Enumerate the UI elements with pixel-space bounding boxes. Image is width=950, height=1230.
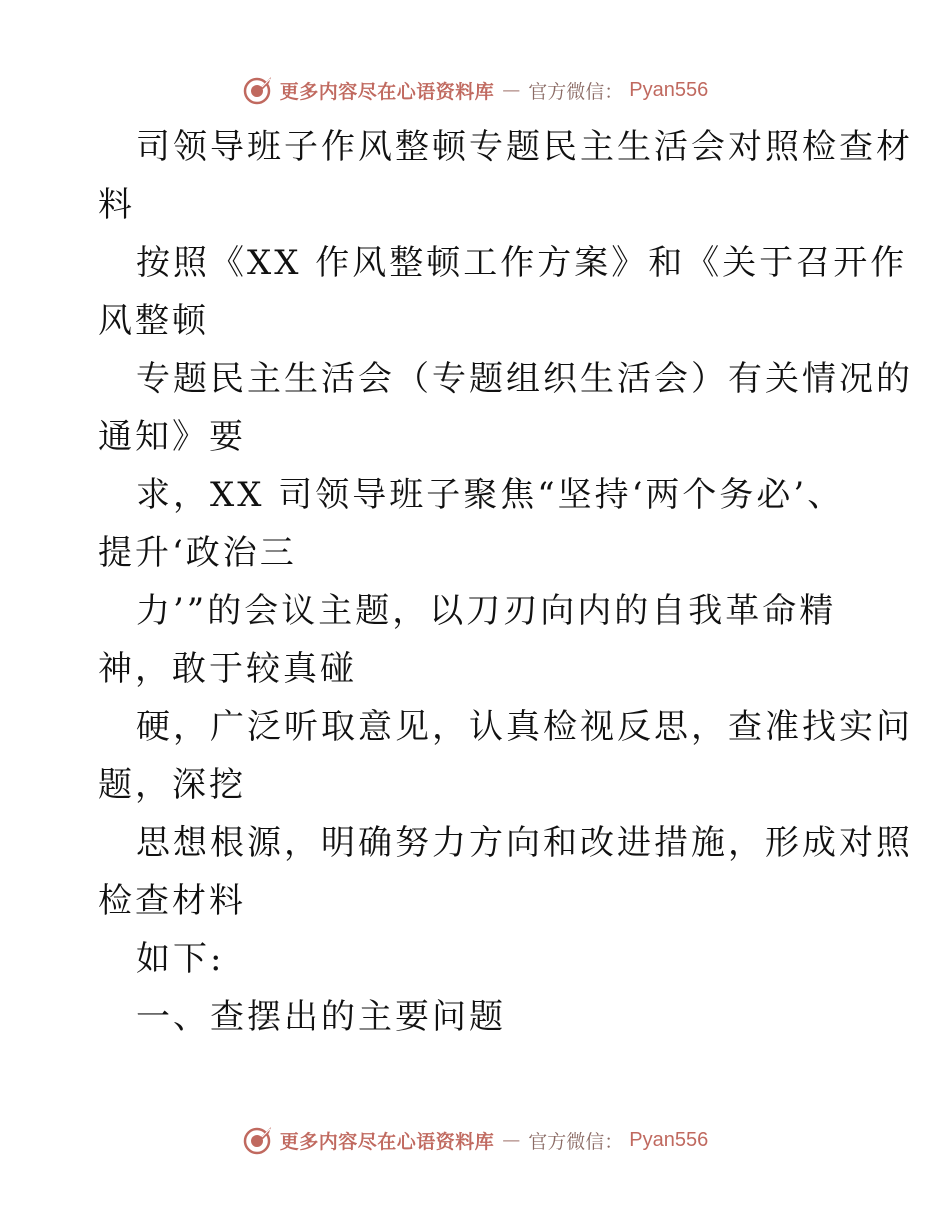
paragraph-line: 硬，广泛听取意见，认真检视反思，查准找实问 [136, 707, 913, 747]
paragraph-line: 按照《XX 作风整顿工作方案》和《关于召开作 [136, 243, 908, 283]
watermark-dash: — [502, 1129, 521, 1151]
paragraph-line: 提升‘政治三 [98, 533, 297, 573]
header-watermark [0, 70, 950, 110]
watermark-main-text: 更多内容尽在心语资料库 [279, 80, 495, 103]
title-line-2: 料 [98, 185, 135, 225]
watermark-main-text: 更多内容尽在心语资料库 [279, 1130, 495, 1153]
paragraph-line: 如下: [136, 939, 225, 979]
watermark-wechat-label: 官方微信： [528, 80, 624, 103]
quill-seal-icon [242, 1124, 274, 1156]
watermark-wechat-id: Pyan556 [629, 78, 709, 101]
watermark-dash: — [502, 79, 521, 101]
footer-watermark [0, 1120, 950, 1160]
paragraph-line: 检查材料 [98, 881, 246, 921]
title-line-1: 司领导班子作风整顿专题民主生活会对照检查材 [136, 127, 913, 167]
watermark-wechat-label: 官方微信： [528, 1130, 624, 1153]
paragraph-line: 求，XX 司领导班子聚焦“坚持‘两个务必’、 [136, 475, 845, 515]
paragraph-line: 题，深挖 [98, 765, 246, 805]
paragraph-line: 力’”的会议主题，以刀刃向内的自我革命精 [136, 591, 837, 631]
paragraph-line: 神，敢于较真碰 [98, 649, 357, 689]
document-body [98, 118, 913, 1046]
watermark-wechat-id: Pyan556 [629, 1128, 709, 1151]
paragraph-line: 专题民主生活会（专题组织生活会）有关情况的 [136, 359, 913, 399]
paragraph-line: 思想根源，明确努力方向和改进措施，形成对照 [136, 823, 913, 863]
paragraph-line: 风整顿 [98, 301, 209, 341]
quill-seal-icon [242, 74, 274, 106]
section-heading: 一、查摆出的主要问题 [136, 997, 506, 1037]
paragraph-line: 通知》要 [98, 417, 246, 457]
